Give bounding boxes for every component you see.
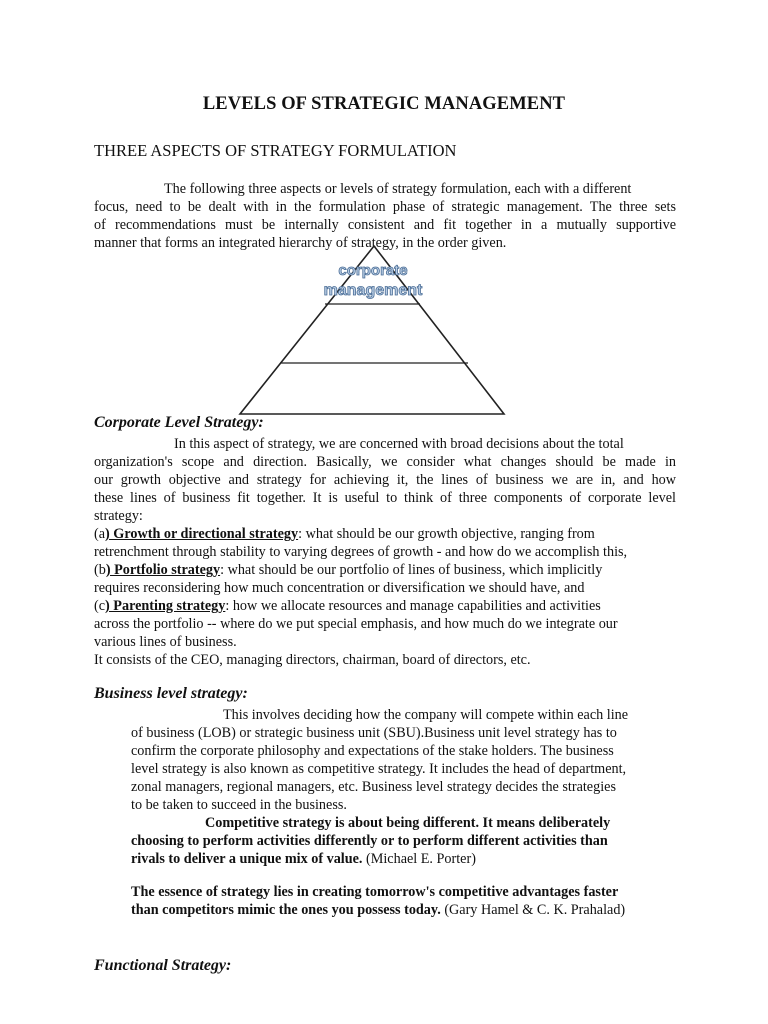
text-line: these lines of business fit together. It is useful to think of three components of corporate level: [94, 490, 676, 506]
business-heading: Business level strategy:: [94, 685, 248, 702]
text-line: organization's scope and direction. Basically, we consider what changes should be made in: [94, 454, 676, 470]
hamel-quote-line: [131, 901, 676, 919]
component-a-text: : what should be our growth objective, ranging from: [298, 526, 595, 542]
text-line: requires reconsidering how much concentration or diversification we should have, and: [94, 580, 585, 596]
pyramid-label-line2: management: [323, 282, 423, 299]
text-line: retrenchment through stability to varying degrees of growth - and how do we accomplish this,: [94, 544, 628, 560]
text-line: confirm the corporate philosophy and expectations of the stake holders. The business: [131, 743, 614, 759]
text-line: In this aspect of strategy, we are concerned with broad decisions about the total: [174, 436, 624, 452]
growth-strategy-term: ) Growth or directional strategy: [105, 526, 299, 542]
business-paragraph: [131, 706, 676, 868]
functional-heading: Functional Strategy:: [94, 957, 232, 974]
component-c: [94, 597, 676, 615]
corporate-paragraph: [94, 435, 676, 669]
hamel-attribution: (Gary Hamel & C. K. Prahalad): [440, 902, 626, 918]
component-b: [94, 561, 676, 579]
text-line: The following three aspects or levels of strategy formulation, each with a different: [164, 181, 632, 197]
text-line: our growth objective and strategy for achieving it, the lines of business we are in, and how: [94, 472, 676, 488]
text-line: of recommendations must be internally consistent and fit together in a mutually supportive: [94, 217, 676, 233]
pyramid-label-line1: corporate: [338, 262, 408, 279]
porter-quote-line: [131, 850, 676, 868]
hamel-quote-end: than competitors mimic the ones you possess today.: [131, 902, 441, 918]
parenting-strategy-term: ) Parenting strategy: [105, 598, 226, 614]
text-line: strategy:: [94, 508, 143, 524]
text-line: This involves deciding how the company will compete within each line: [223, 707, 629, 723]
text-line: It consists of the CEO, managing directors, chairman, board of directors, etc.: [94, 652, 531, 668]
component-c-text: : how we allocate resources and manage capabilities and activities: [225, 598, 601, 614]
text-line: level strategy is also known as competitive strategy. It includes the head of department,: [131, 761, 627, 777]
text-line: various lines of business.: [94, 634, 237, 650]
intro-paragraph: [94, 180, 676, 252]
porter-quote-line: Competitive strategy is about being different. It means deliberately: [205, 815, 611, 831]
hamel-quote-line: The essence of strategy lies in creating tomorrow's competitive advantages faster: [131, 884, 619, 900]
hamel-quote: [131, 883, 676, 919]
text-line: of business (LOB) or strategic business unit (SBU).Business unit level strategy has to: [131, 725, 617, 741]
component-c-prefix: (c: [94, 598, 106, 614]
component-a-prefix: (a: [94, 526, 106, 542]
porter-attribution: (Michael E. Porter): [362, 851, 476, 867]
corporate-heading: Corporate Level Strategy:: [94, 414, 264, 431]
porter-quote-line: choosing to perform activities differently or to perform different activities than: [131, 833, 608, 849]
component-b-prefix: (b: [94, 562, 106, 578]
document-title: LEVELS OF STRATEGIC MANAGEMENT: [202, 94, 566, 114]
strategy-pyramid-diagram: [230, 244, 520, 416]
text-line: zonal managers, regional managers, etc. Business level strategy decides the strategies: [131, 779, 616, 795]
component-a: [94, 525, 676, 543]
portfolio-strategy-term: ) Portfolio strategy: [105, 562, 221, 578]
component-b-text: : what should be our portfolio of lines of business, which implicitly: [220, 562, 603, 578]
section-subtitle: THREE ASPECTS OF STRATEGY FORMULATION: [94, 141, 457, 160]
porter-quote-end: rivals to deliver a unique mix of value.: [131, 851, 363, 867]
text-line: across the portfolio -- where do we put special emphasis, and how much do we integrate our: [94, 616, 618, 632]
text-line: to be taken to succeed in the business.: [131, 797, 347, 813]
text-line: manner that forms an integrated hierarchy of strategy, in the order given.: [94, 235, 507, 251]
text-line: focus, need to be dealt with in the formulation phase of strategic management. The three sets: [94, 199, 676, 215]
